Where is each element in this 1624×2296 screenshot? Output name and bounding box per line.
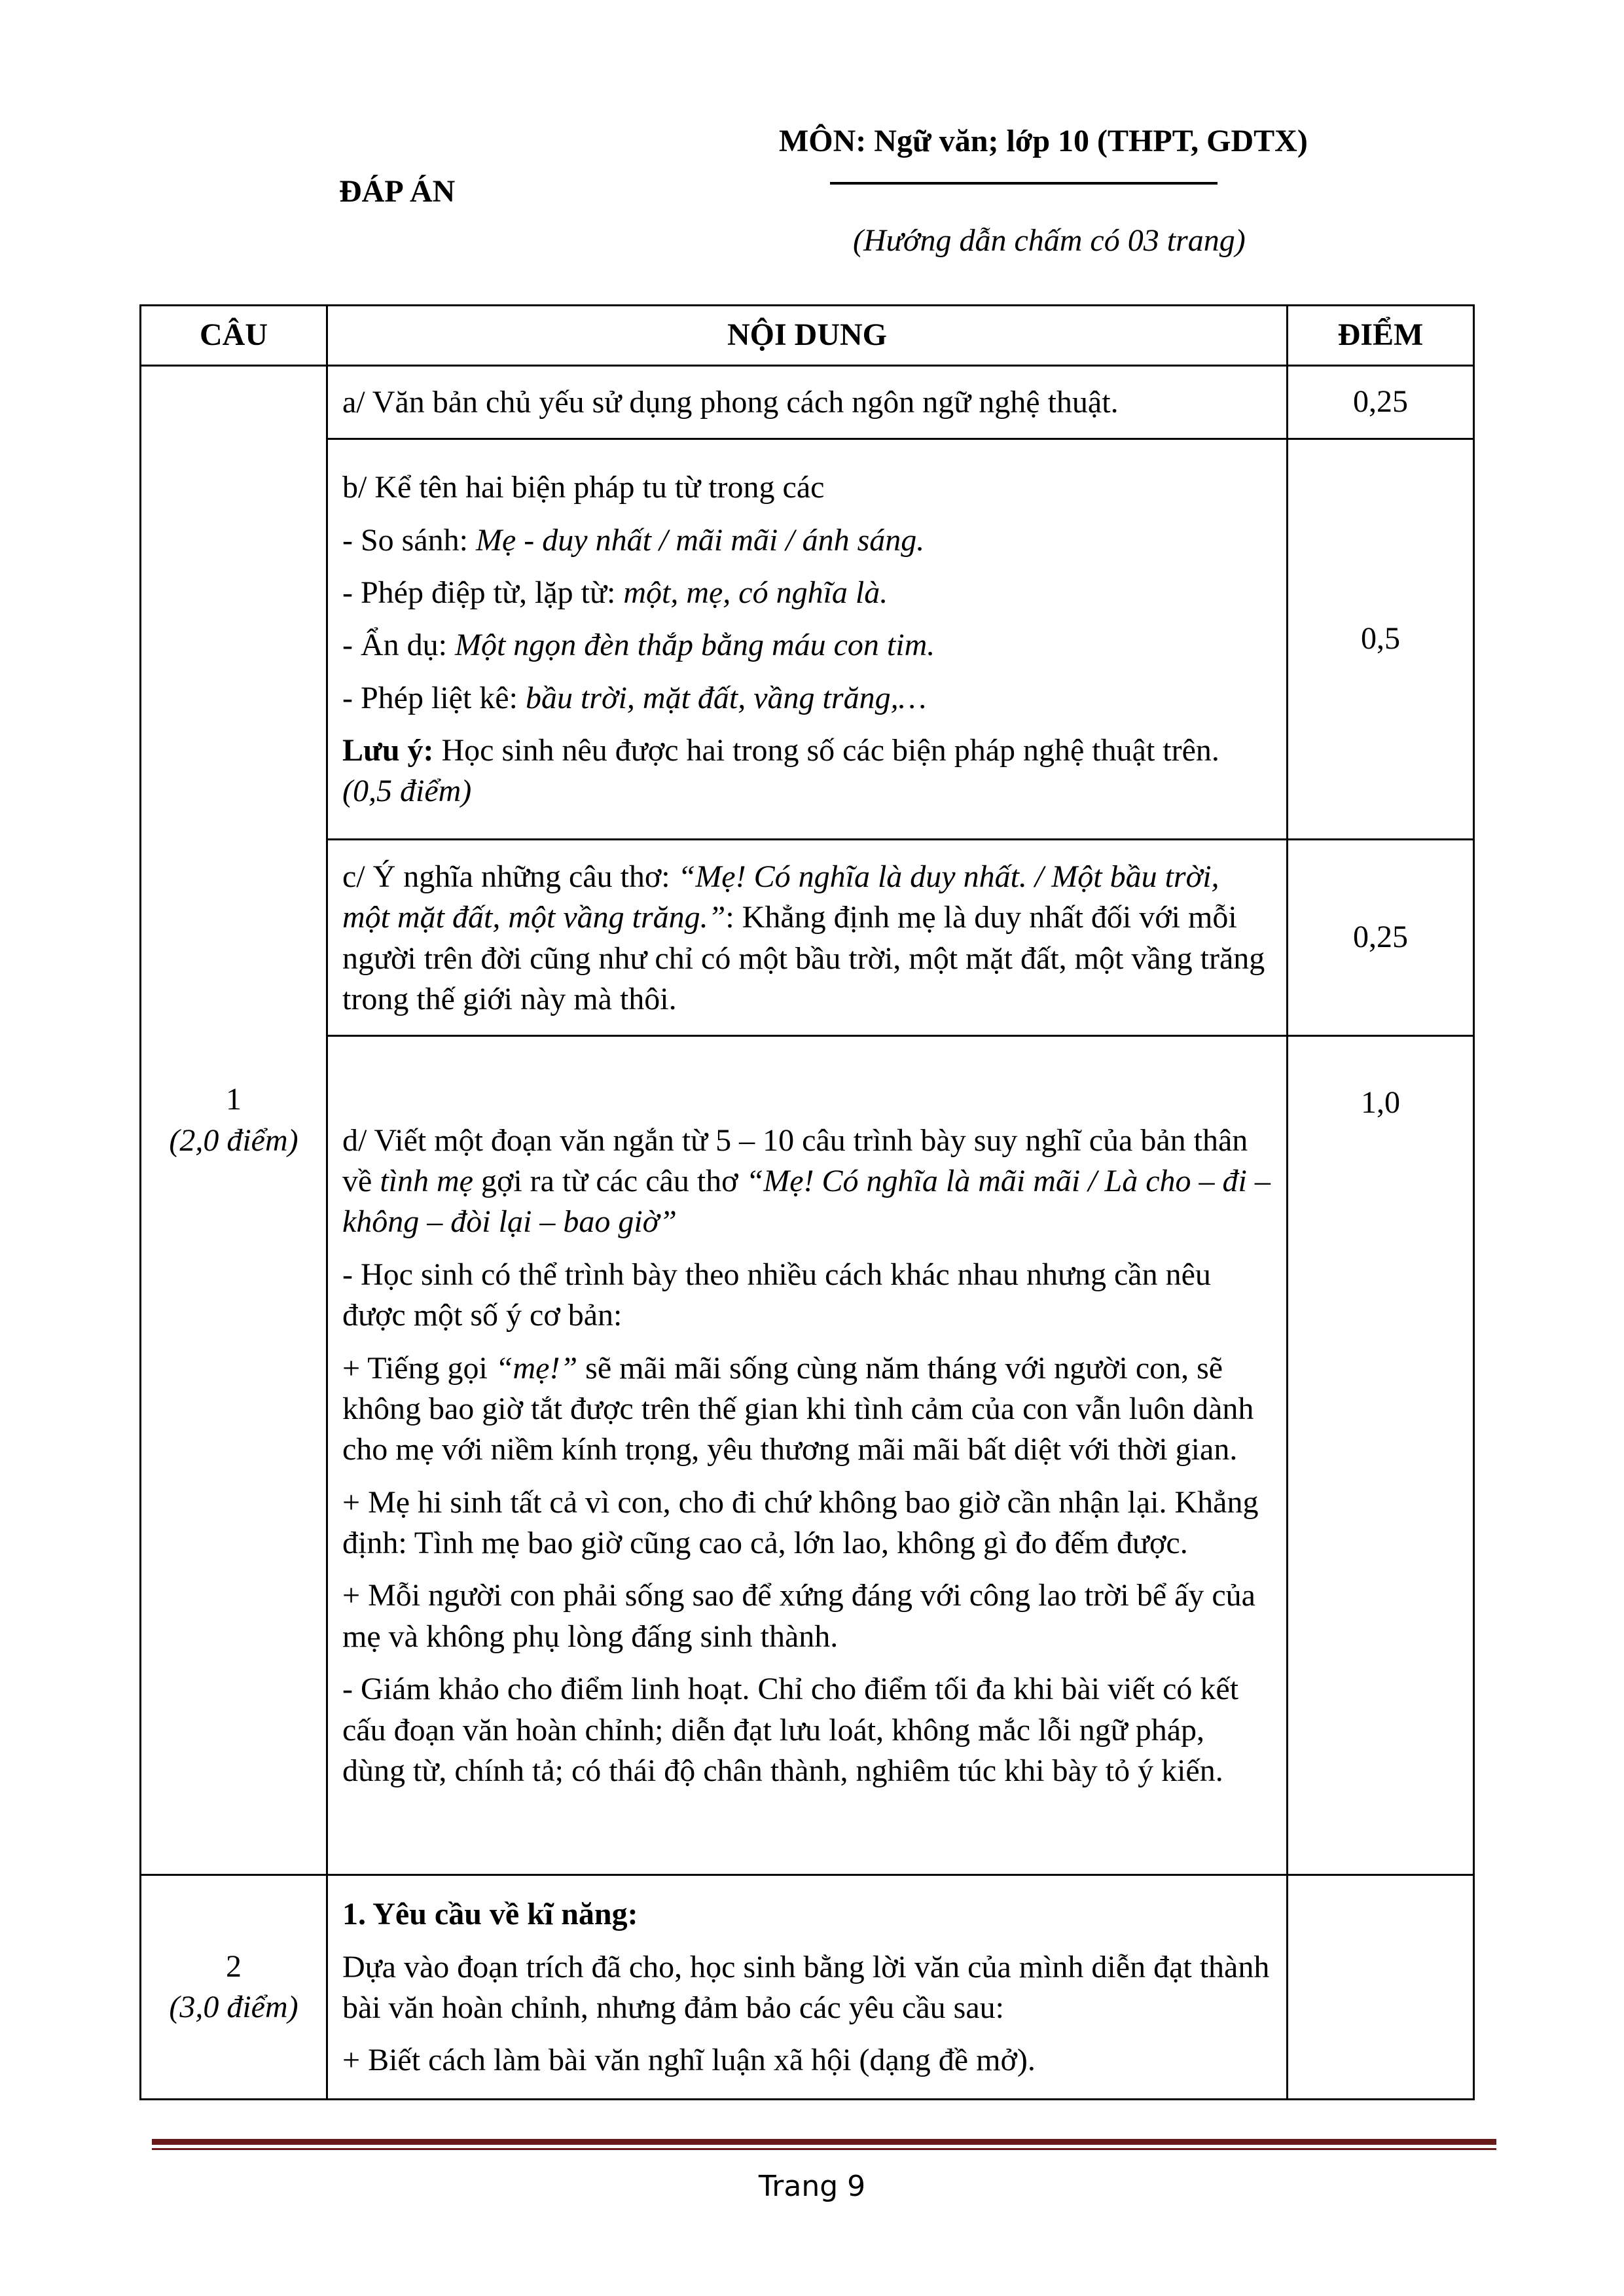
task-text: d/ Viết một đoạn văn ngắn từ 5 – 10 câu trình bày suy nghĩ của bản thân về xyxy=(342,1122,1248,1198)
footer-rule-thick xyxy=(152,2139,1496,2145)
answer-1c xyxy=(327,840,1288,1036)
item-label: - Phép điệp từ, lặp từ: xyxy=(342,575,624,610)
score-1b: 0,5 xyxy=(1288,439,1474,840)
question-2-cell xyxy=(141,1875,327,2100)
document-title: ĐÁP ÁN xyxy=(339,174,456,209)
note-text: Học sinh nêu được hai trong số các biện pháp nghệ thuật trên. xyxy=(433,733,1219,768)
question-number: 1 xyxy=(226,1082,242,1117)
answer-1a xyxy=(327,366,1288,439)
answer-2-text: + Biết cách làm bài văn nghĩ luận xã hội (dạng đề mở). xyxy=(342,2043,1036,2078)
header-diem: ĐIỂM xyxy=(1288,306,1474,366)
answer-2 xyxy=(327,1875,1288,2100)
item-example: Mẹ - duy nhất / mãi mãi / ánh sáng. xyxy=(476,522,925,558)
point-text: sẽ mãi mãi sống cùng năm tháng với người con, sẽ không bao giờ tắt được trên thế gian khi tình cảm của con vẫn luôn dành cho mẹ với niềm kính trọng, yêu thương mãi mãi bất diệt với thời gian. xyxy=(342,1350,1254,1467)
item-example: Một ngọn đèn thắp bằng máu con tim. xyxy=(454,628,935,663)
answer-1b-intro: b/ Kể tên hai biện pháp tu từ trong các xyxy=(342,470,825,505)
score-2 xyxy=(1288,1875,1474,2100)
note-points: (0,5 điểm) xyxy=(342,774,472,809)
item-example: một, mẹ, có nghĩa là. xyxy=(623,575,888,610)
table-row xyxy=(141,840,1474,1036)
item-example: bầu trời, mặt đất, vầng trăng,… xyxy=(525,680,927,715)
point-text: + Tiếng gọi xyxy=(342,1350,496,1386)
header-cau: CÂU xyxy=(141,306,327,366)
answer-2-heading: 1. Yêu cầu về kĩ năng: xyxy=(342,1897,638,1932)
answer-1b xyxy=(327,439,1288,840)
answer-1d-point: + Mẹ hi sinh tất cả vì con, cho đi chứ không bao giờ cần nhận lại. Khẳng định: Tình mẹ bao giờ cũng cao cả, lớn lao, không gì đo đếm được. xyxy=(342,1484,1259,1561)
score-1c: 0,25 xyxy=(1288,840,1474,1036)
answer-1d xyxy=(327,1036,1288,1875)
answer-1c-quote: “Mẹ! Có nghĩa là duy nhất. / Một bầu trời, một mặt đất, một vầng trăng.” xyxy=(342,859,1219,935)
question-1-cell xyxy=(141,366,327,1875)
table-row xyxy=(141,439,1474,840)
answer-1a-text: a/ Văn bản chủ yếu sử dụng phong cách ngôn ngữ nghệ thuật. xyxy=(342,385,1119,420)
item-label: - So sánh: xyxy=(342,522,476,558)
question-points: (2,0 điểm) xyxy=(169,1122,298,1158)
header-noi-dung: NỘI DUNG xyxy=(327,306,1288,366)
task-quote: “Mẹ! Có nghĩa là mãi mãi / Là cho – đi – không – đòi lại – bao giờ” xyxy=(342,1163,1271,1240)
item-label: - Ẩn dụ: xyxy=(342,628,455,663)
answer-1c-prefix: c/ Ý nghĩa những câu thơ: xyxy=(342,859,678,894)
question-points: (3,0 điểm) xyxy=(169,1990,298,2024)
answer-1b-item xyxy=(342,520,1271,561)
footer-rule-thin xyxy=(152,2148,1496,2150)
subject-heading: MÔN: Ngữ văn; lớp 10 (THPT, GDTX) xyxy=(779,124,1308,158)
subject-underline xyxy=(830,182,1218,185)
answer-1d-point: + Mỗi người con phải sống sao để xứng đáng với công lao trời bể ấy của mẹ và không phụ lòng đấng sinh thành. xyxy=(342,1578,1255,1654)
score-1a: 0,25 xyxy=(1288,366,1474,439)
answer-1b-item xyxy=(342,678,1271,719)
task-topic: tình mẹ xyxy=(380,1163,473,1198)
answer-1c-text xyxy=(342,857,1271,1020)
answer-1b-note xyxy=(342,730,1271,812)
question-number: 2 xyxy=(226,1948,242,1984)
task-text: gợi ra từ các câu thơ xyxy=(473,1163,746,1198)
point-quote: “mẹ!” xyxy=(495,1350,578,1386)
answer-1b-item xyxy=(342,625,1271,666)
table-row xyxy=(141,1036,1474,1875)
answer-1d-guide: - Học sinh có thể trình bày theo nhiều cách khác nhau nhưng cần nêu được một số ý cơ bản: xyxy=(342,1257,1211,1333)
answer-1d-grading: - Giám khảo cho điểm linh hoạt. Chỉ cho điểm tối đa khi bài viết có kết cấu đoạn văn hoàn chỉnh; diễn đạt lưu loát, không mắc lỗi ngữ pháp, dùng từ, chính tả; có thái độ chân thành, nghiêm túc khi bày tỏ ý kiến. xyxy=(342,1672,1239,1789)
answer-1b-item xyxy=(342,573,1271,613)
answer-1d-point xyxy=(342,1348,1271,1471)
note-label: Lưu ý: xyxy=(342,733,434,768)
score-1d: 1,0 xyxy=(1288,1036,1474,1875)
table-header-row xyxy=(141,306,1474,366)
item-label: - Phép liệt kê: xyxy=(342,680,526,715)
answer-1d-task xyxy=(342,1121,1271,1243)
table-row xyxy=(141,1875,1474,2100)
table-row xyxy=(141,366,1474,439)
page-number: Trang 9 xyxy=(758,2170,866,2203)
answer-2-text: Dựa vào đoạn trích đã cho, học sinh bằng lời văn của mình diễn đạt thành bài văn hoàn chỉnh, nhưng đảm bảo các yêu cầu sau: xyxy=(342,1949,1270,2025)
answer-1c-body: : Khẳng định mẹ là duy nhất đối với mỗi người trên đời cũng như chỉ có một bầu trời, một mặt đất, một vầng trăng trong thế giới này mà thôi. xyxy=(342,900,1265,1016)
answer-table xyxy=(139,304,1475,2100)
page-count-note: (Hướng dẫn chấm có 03 trang) xyxy=(853,223,1246,258)
